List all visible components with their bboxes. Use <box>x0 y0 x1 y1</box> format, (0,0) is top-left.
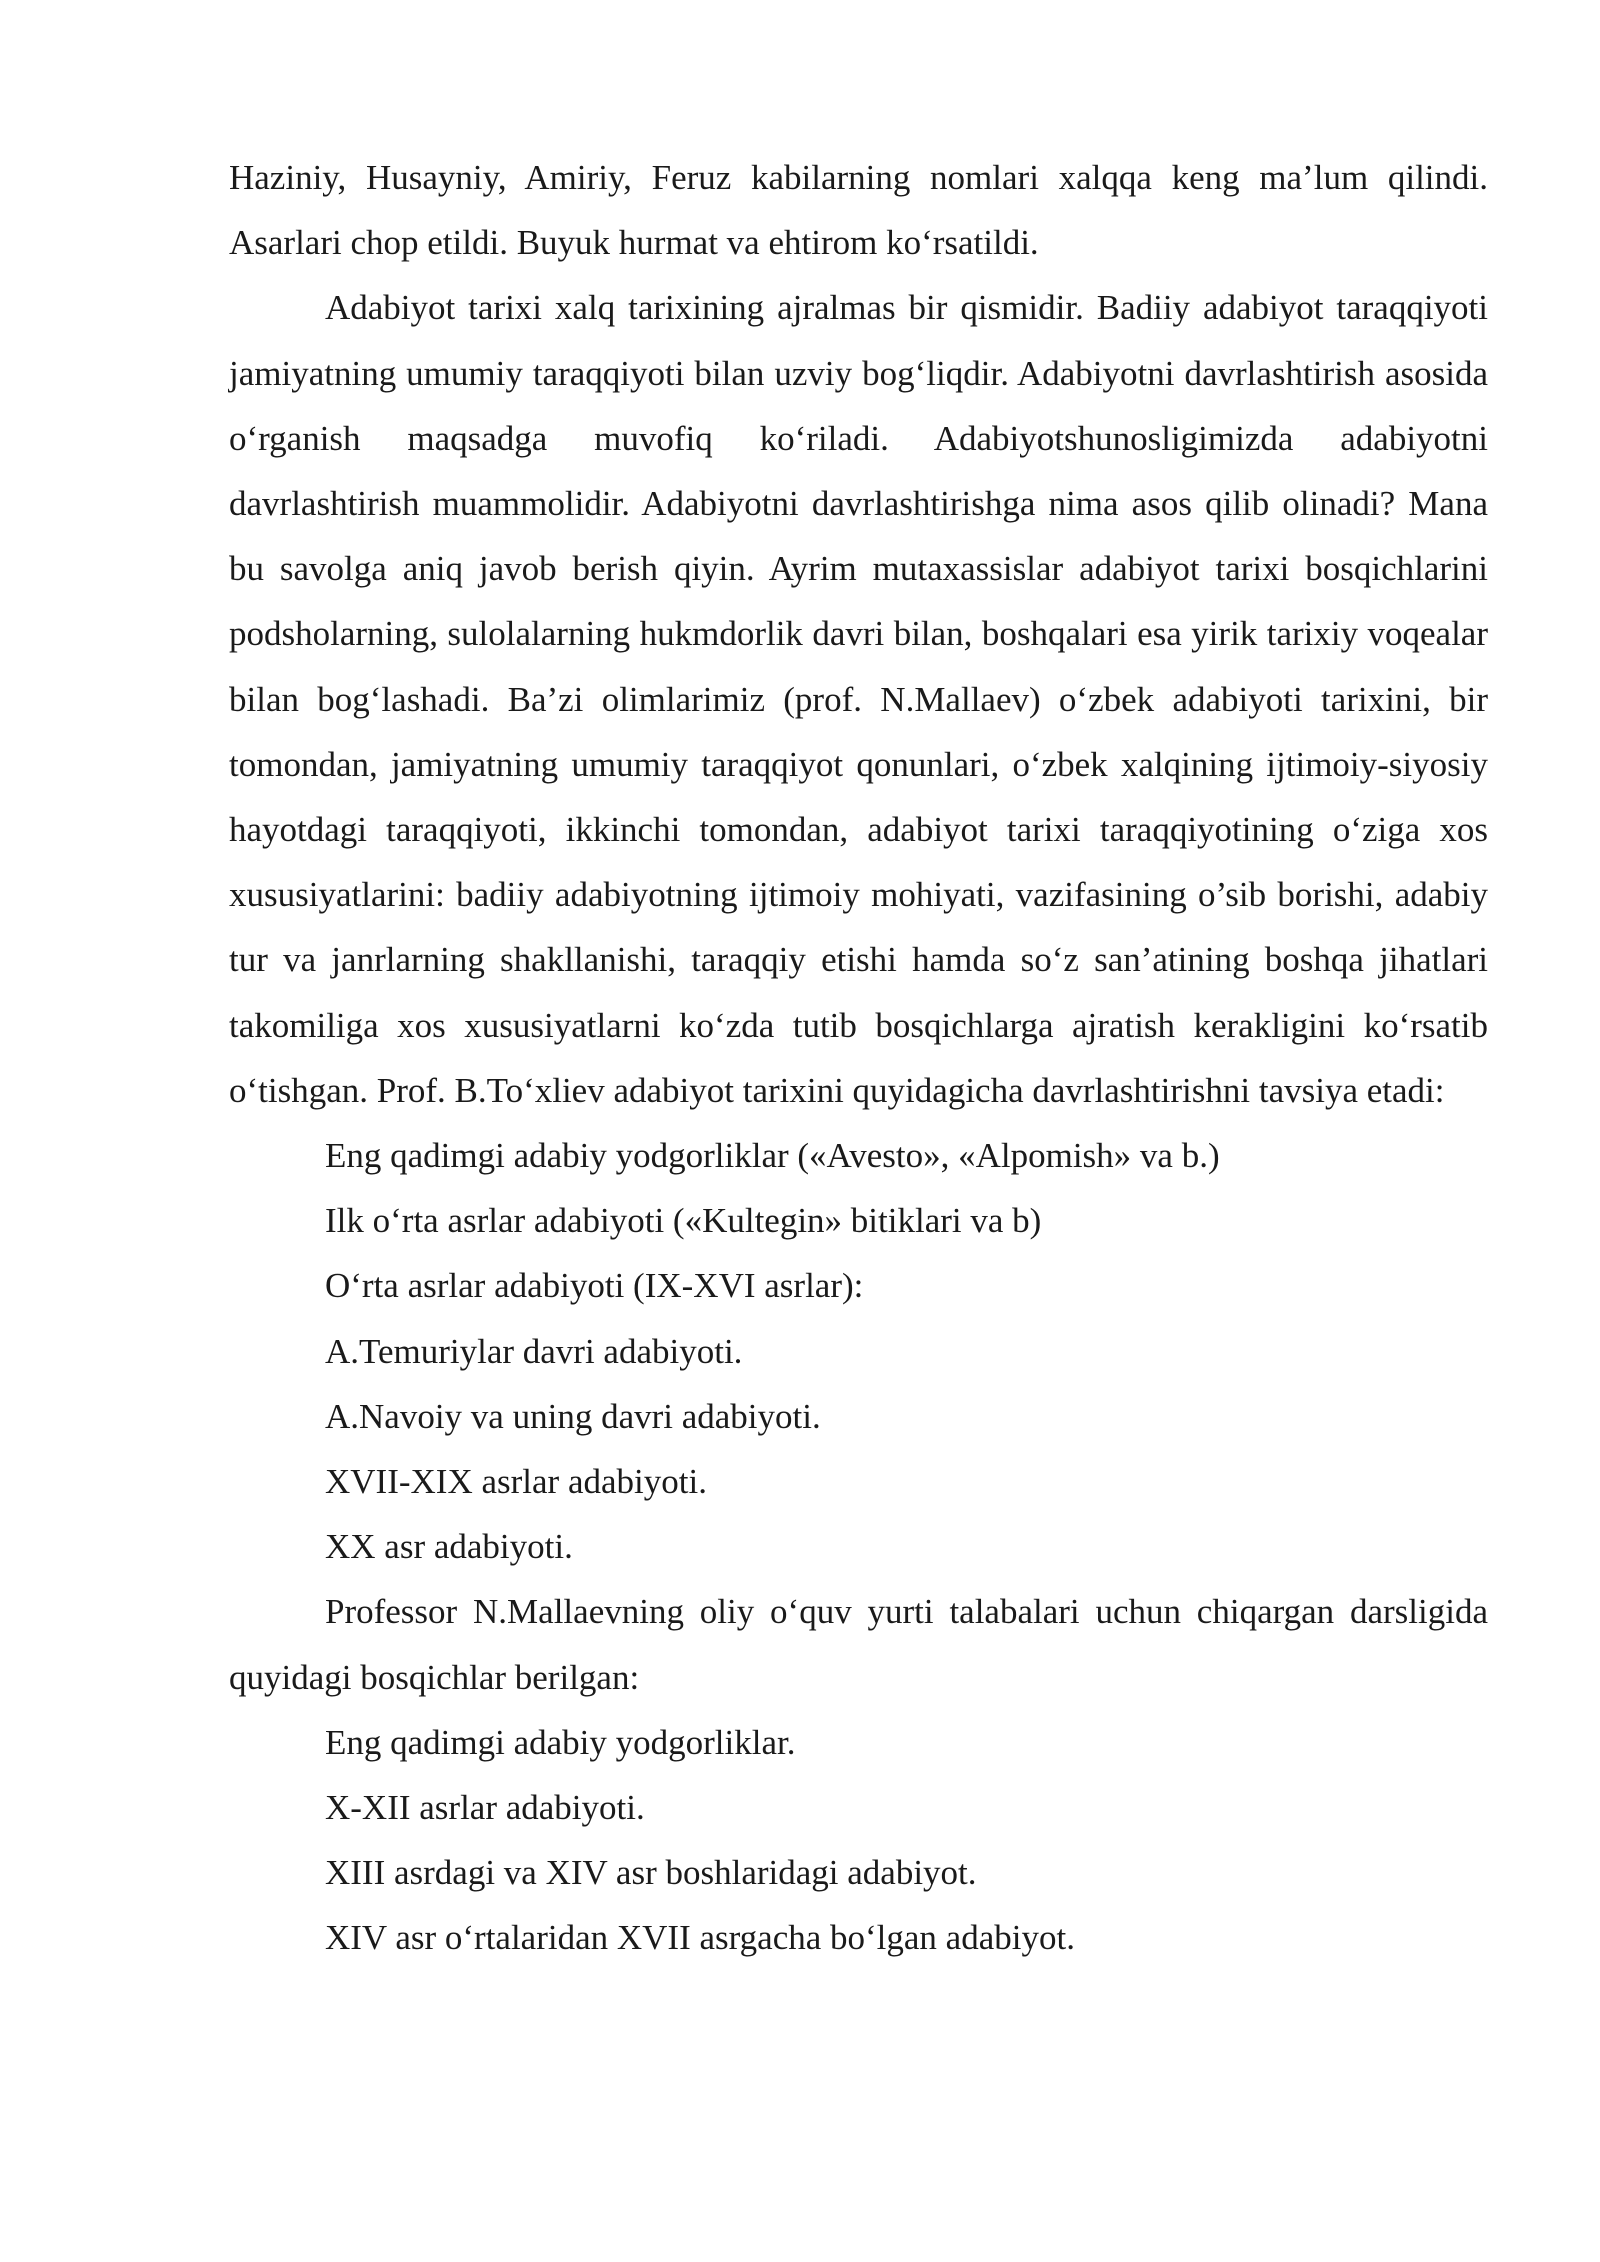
list-item: O‘rta asrlar adabiyoti (IX-XVI asrlar): <box>325 1266 864 1306</box>
list-item: XVII-XIX asrlar adabiyoti. <box>325 1462 707 1502</box>
list-item: Ilk o‘rta asrlar adabiyoti («Kultegin» bitiklari va b) <box>325 1201 1042 1241</box>
document-body <box>229 145 1488 1971</box>
list-item: A.Navoiy va uning davri adabiyoti. <box>325 1396 821 1436</box>
list-item: Eng qadimgi adabiy yodgorliklar («Avesto», «Alpomish» va b.) <box>325 1136 1220 1176</box>
list-item: XIII asrdagi va XIV asr boshlaridagi adabiyot. <box>325 1853 977 1893</box>
list-item: XIV asr o‘rtalaridan XVII asrgacha bo‘lgan adabiyot. <box>325 1918 1075 1958</box>
paragraph-mallaev-textbook: Professor N.Mallaevning oliy o‘quv yurti talabalari uchun chiqargan darsligida quyidagi bosqichlar berilgan: <box>229 1592 1488 1697</box>
period-list-tokhliev <box>229 1123 1488 1579</box>
list-item: Eng qadimgi adabiy yodgorliklar. <box>325 1722 796 1762</box>
paragraph-literature-periodization: Adabiyot tarixi xalq tarixining ajralmas bir qismidir. Badiiy adabiyot taraqqiyoti jamiyatning umumiy taraqqiyoti bilan uzviy bog‘liqdir. Adabiyotni davrlashtirish asosida o‘rganish maqsadga muvofiq ko‘riladi. Adabiyotshunosligimizda adabiyotni davrlashtirish muammolidir. Adabiyotni davrlashtirishga nima asos qilib olinadi? Mana bu savolga aniq javob berish qiyin. Ayrim mutaxassislar adabiyot tarixi bosqichlarini podsholarning, sulolalarning hukmdorlik davri bilan, boshqalari esa yirik tarixiy voqealar bilan bog‘lashadi. Ba’zi olimlarimiz (prof. N.Mallaev) o‘zbek adabiyoti tarixini, bir tomondan, jamiyatning umumiy taraqqiyot qonunlari, o‘zbek xalqining ijtimoiy-siyosiy hayotdagi taraqqiyoti, ikkinchi tomondan, adabiyot tarixi taraqqiyotining o‘ziga xos xususiyatlarini: badiiy adabiyotning ijtimoiy mohiyati, vazifasining o’sib borishi, adabiy tur va janrlarning shakllanishi, taraqqiy etishi hamda so‘z san’atining boshqa jihatlari takomiliga xos xususiyatlarni ko‘zda tutib bosqichlarga ajratish kerakligini ko‘rsatib o‘tishgan. Prof. B.To‘xliev adabiyot tarixini quyidagicha davrlashtirishni tavsiya etadi: <box>229 288 1488 1110</box>
paragraph-continuation: Haziniy, Husayniy, Amiriy, Feruz kabilarning nomlari xalqqa keng ma’lum qilindi. Asarlari chop etildi. Buyuk hurmat va ehtirom ko‘rsatildi. <box>229 158 1488 263</box>
period-list-mallaev <box>229 1710 1488 1971</box>
list-item: X-XII asrlar adabiyoti. <box>325 1788 645 1828</box>
list-item: A.Temuriylar davri adabiyoti. <box>325 1331 743 1371</box>
list-item: XX asr adabiyoti. <box>325 1527 573 1567</box>
